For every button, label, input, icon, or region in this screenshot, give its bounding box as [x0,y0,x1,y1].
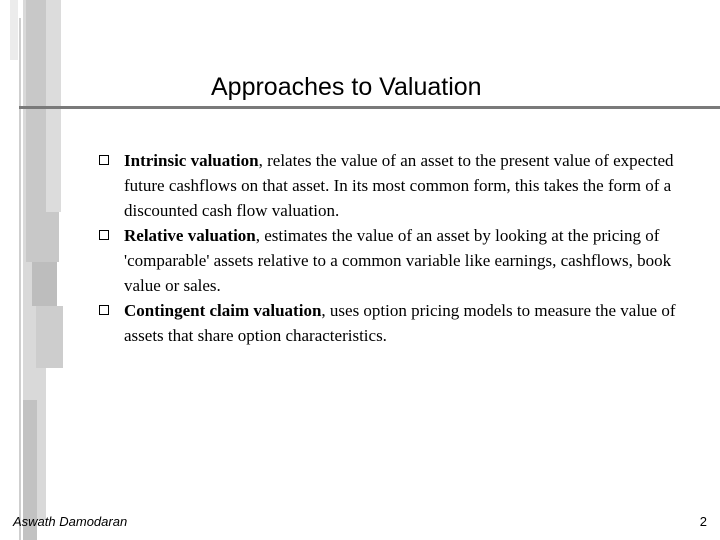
bullet-item-contingent [98,298,708,348]
bullet-term: Relative valuation [124,226,256,245]
page-number: 2 [699,514,707,529]
footer-author: Aswath Damodaran [13,514,128,529]
square-bullet-icon [99,305,109,315]
bullet-term: Intrinsic valuation [124,151,259,170]
title-divider [19,106,720,109]
bullet-list [98,148,708,348]
decorative-bar [19,18,21,540]
decorative-bar [36,306,63,368]
square-bullet-icon [99,155,109,165]
square-bullet-icon [99,230,109,240]
decorative-bar [10,0,18,60]
slide-title: Approaches to Valuation [211,73,482,101]
bullet-term: Contingent claim valuation [124,301,322,320]
bullet-item-relative [98,223,708,298]
bullet-text: , relates the value of an asset to the present value of expected future cashflows on that asset. In its most common form, this takes the form of a discounted cash flow valuation. [124,151,674,220]
bullet-text: , uses option pricing models to measure the value of assets that share option characteristics. [124,301,676,345]
bullet-text: , estimates the value of an asset by looking at the pricing of 'comparable' assets relative to a common variable like earnings, cashflows, book value or sales. [124,226,672,295]
decorative-bar [32,262,57,306]
bullet-item-intrinsic [98,148,708,223]
